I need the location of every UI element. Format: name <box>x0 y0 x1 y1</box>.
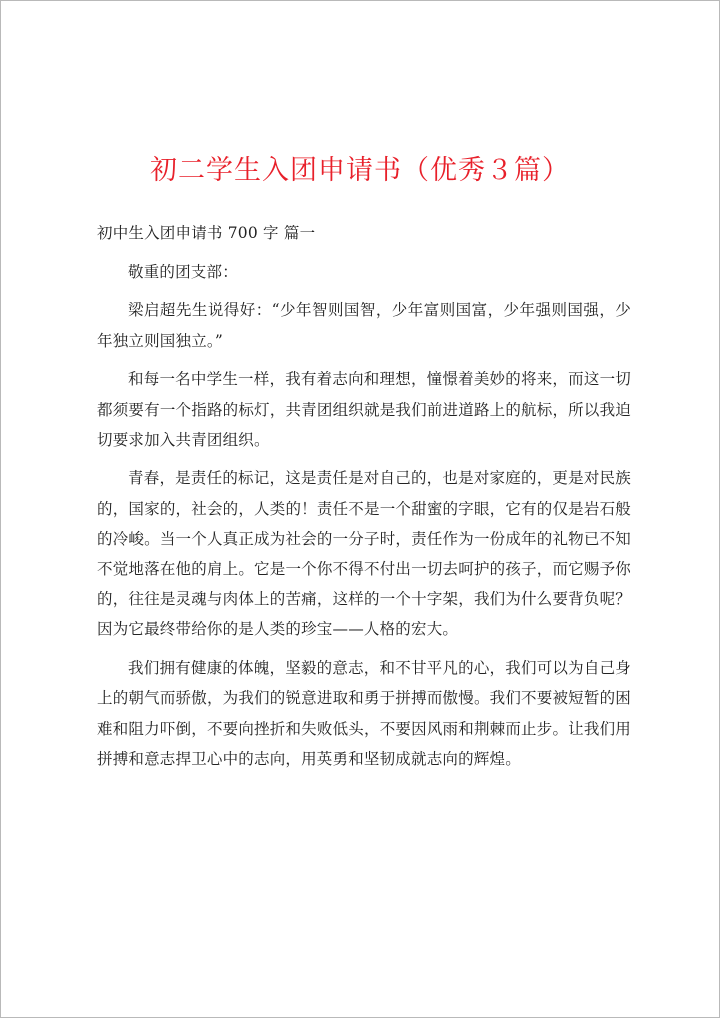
section-heading: 初中生入团申请书 700 字 篇一 <box>97 224 316 242</box>
document-body <box>97 218 631 782</box>
salutation: 敬重的团支部： <box>128 262 238 281</box>
paragraph-aspiration: 和每一名中学生一样，我有着志向和理想，憧憬着美妙的将来，而这一切都须要有一个指路的标灯，共青团组织就是我们前进道路上的航标，所以我迫切要求加入共青团组织。 <box>97 370 631 449</box>
paragraph-perseverance: 我们拥有健康的体魄，坚毅的意志，和不甘平凡的心，我们可以为自己身上的朝气而骄傲，为我们的锐意进取和勇于拼搏而傲慢。我们不要被短暂的困难和阻力吓倒，不要向挫折和失败低头，不要因风雨和荆棘而止步。让我们用拼搏和意志捍卫心中的志向，用英勇和坚韧成就志向的辉煌。 <box>97 659 631 768</box>
paragraph-quote: 梁启超先生说得好：“少年智则国智，少年富则国富，少年强则国强，少年独立则国独立。” <box>97 301 631 350</box>
page-title: 初二学生入团申请书（优秀３篇） <box>150 155 570 186</box>
paragraph-responsibility: 青春，是责任的标记，这是责任是对自己的，也是对家庭的，更是对民族的，国家的，社会的，人类的！责任不是一个甜蜜的字眼，它有的仅是岩石般的冷峻。当一个人真正成为社会的一分子时，责任作为一份成年的礼物已不知不觉地落在他的肩上。它是一个你不得不付出一切去呵护的孩子，而它赐予你的，往往是灵魂与肉体上的苦痛，这样的一个十字架，我们为什么要背负呢？因为它最终带给你的是人类的珍宝——人格的宏大。 <box>97 469 631 639</box>
